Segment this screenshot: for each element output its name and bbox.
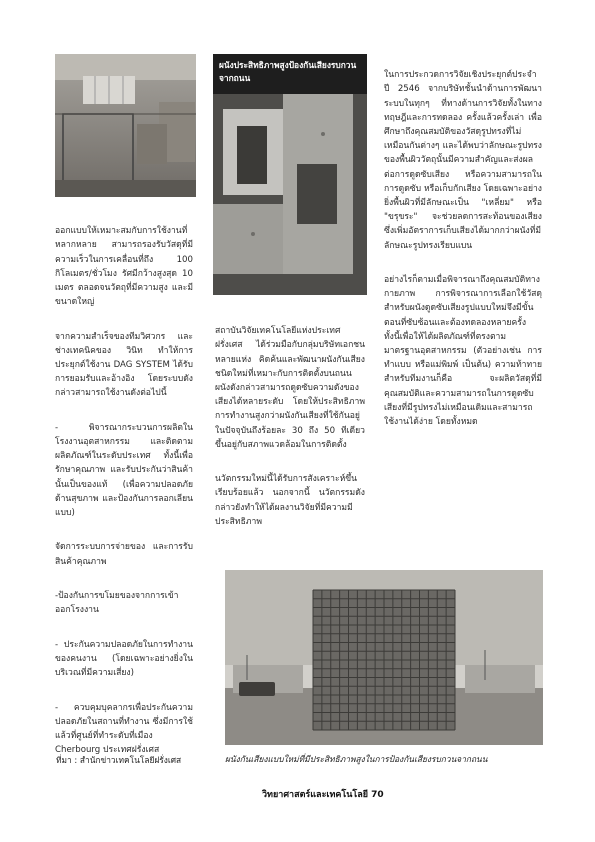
source-footnote: ที่มา : สำนักข่าวเทคโนโลยีฝรั่งเศส xyxy=(56,755,182,765)
col1-paragraph: - ควบคุมบุคลากรเพื่อประกันความปลอดภัยในสถานที่ทำงาน ซึ่งมีการใช้แล้วที่ศูนย์ที่ทำระดับที่เมือง Cherbourg ประเทศฝรั่งเศส xyxy=(55,702,193,756)
factory-interior-photo xyxy=(55,54,196,197)
col2-paragraph: นวัตกรรมใหม่นี้ได้รับการสังเคราะห์ขึ้นเรียบร้อยแล้ว นอกจากนี้ นวัตกรรมดังกล่าวยังทำให้ได้ผลงานวิจัยที่มีความมีประสิทธิภาพ xyxy=(215,474,365,527)
col1-paragraph: จัดการระบบการจ่ายของ และการรับสินค้าคุณภาพ xyxy=(55,542,193,567)
col3-paragraph: ในการประกวดการวิจัยเชิงประยุกต์ประจำปี 2546 จากบริษัทชั้นนำด้านการพัฒนาระบบในทุกๆ ที่ทางด้านการวิจัยทั้งในทางทฤษฎีและการทดลอง ครั้งแล้วครั้งเล่า เพื่อศึกษาถึงคุณสมบัติของวัสดุรูปทรงที่ไม่เหมือนกันต่างๆ และได้พบว่าลักษณะรูปทรงของพื้นผิววัตถุนั้นมีความสำคัญและส่งผลต่อการดูดซับเสียง หรือความสามารถในการดูดซับ หรือเก็บกักเสียง โดยเฉพาะอย่างยิ่งพื้นผิวที่มีลักษณะเป็น "เหลี่ยม" หรือ "ขรุขระ" จะช่วยลดการสะท้อนของเสียง ซึ่งเพิ่มอัตราการเก็บเสียงได้มากกว่าผนังที่มีลักษณะรูปทรงเรียบแบน xyxy=(384,70,542,251)
column-3 xyxy=(384,54,542,443)
col1-paragraph: จากความสำเร็จของทีมวิศวกร และช่างเทคนิคของ วินิท ทำให้การประยุกต์ใช้งาน DAG SYSTEM ได้รับการยอมรับและอ้างอิง โดยระบบดังกล่าวสามารถใช้งานดังต่อไปนี้ xyxy=(55,331,193,399)
bottom-photo-caption: ผนังกันเสียงแบบใหม่ที่มีประสิทธิภาพสูงในการป้องกันเสียงรบกวนจากถนน xyxy=(225,754,488,764)
photo-title-bar: ผนังประสิทธิภาพสูงป้องกันเสียงรบกวนจากถนน xyxy=(213,54,367,94)
column-1 xyxy=(55,210,193,772)
page-footer: วิทยาศาสตร์และเทคโนโลยี 70 xyxy=(262,790,384,800)
col3-paragraph: อย่างไรก็ตามเมื่อพิจารณาถึงคุณสมบัติทางกายภาพ การพิจารณาการเลือกใช้วัสดุสำหรับผนังดูดซับเสียงรูปแบบใหม่จึงมีขั้นตอนที่ซับซ้อนและต้องทดลองหลายครั้ง ทั้งนี้เพื่อให้ได้ผลิตภัณฑ์ที่ตรงตามมาตรฐานอุตสาหกรรม (ตัวอย่างเช่น การทำแบบ หรือแม่พิมพ์ เป็นต้น) ความท้าทายสำหรับทีมงานก็คือ จะผลิตวัสดุที่มีคุณสมบัติและความสามารถในการดูดซับเสียงที่มีรูปทรงไม่เหมือนเดิมและสามารถใช้งานได้ง่าย โดยทั้งหมด xyxy=(384,275,542,428)
col1-paragraph: - พิจารณากระบวนการผลิตในโรงงานอุตสาหกรรม และติดตามผลิตภัณฑ์ในระดับประเทศ ทั้งนี้เพื่อรักษาคุณภาพ และรับประกันว่าสินค้านั้นเป็นของแท้ (เพื่อความปลอดภัยด้านสุขภาพ และป้องกันการลอกเลียนแบบ) xyxy=(55,422,193,519)
col1-paragraph: -ป้องกันการขโมยของจากการเข้าออกโรงงาน xyxy=(55,591,179,616)
acoustic-wall-photo xyxy=(225,570,543,745)
col2-paragraph: สถาบันวิจัยเทคโนโลยีแห่งประเทศฝรั่งเศส ได้ร่วมมือกับกลุ่มบริษัทเอกชนหลายแห่ง คิดค้นและพัฒนาผนังกันเสียงชนิดใหม่ที่เหมาะกับการติดตั้งบนถนน ผนังดังกล่าวสามารถดูดซับความดังของเสียงได้หลายระดับ โดยให้ประสิทธิภาพการทำงานสูงกว่าผนังกันเสียงที่ใช้กันอยู่ในปัจจุบันถึงร้อยละ 30 ถึง 50 ทีเดียว ขึ้นอยู่กับสภาพแวดล้อมในการติดตั้ง xyxy=(215,326,365,450)
col1-paragraph: ออกแบบให้เหมาะสมกับการใช้งานที่หลากหลาย สามารถรองรับวัสดุที่มีความเร็วในการเคลื่อนที่ถึง 100 กิโลเมตร/ชั่วโมง รัศมีกว้างสูงสุด 10 เมตร ตลอดจนวัตถุที่มีความสูง และมีขนาดใหญ่ xyxy=(55,226,193,308)
column-2 xyxy=(215,310,365,543)
col1-paragraph: - ประกันความปลอดภัยในการทำงานของคนงาน (โดยเฉพาะอย่างยิ่งในบริเวณที่มีความเสี่ยง) xyxy=(55,639,193,679)
